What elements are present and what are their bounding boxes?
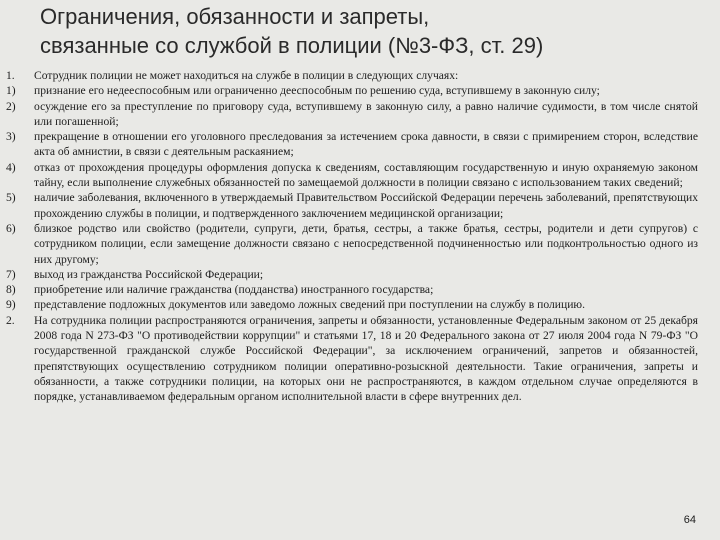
slide-title-line-1: Ограничения, обязанности и запреты, [40, 4, 430, 29]
list-item [6, 297, 698, 312]
item-number: 1. [6, 69, 15, 82]
list-item [6, 190, 698, 221]
list-item [6, 313, 698, 405]
item-text: осуждение его за преступление по приговору суда, вступившему в законную силу, а равно наличие судимости, в том числе снятой или погашенной; [34, 99, 698, 128]
item-number: 6) [6, 221, 16, 235]
list-item [6, 160, 698, 191]
slide-title [40, 2, 700, 60]
item-text: признание его недееспособным или ограниченно дееспособным по решению суда, вступившему в законную силу; [34, 84, 600, 98]
list-item [6, 282, 698, 297]
item-text: близкое родство или свойство (родители, супруги, дети, братья, сестры, а также братья, сестры, родители и дети супругов) с сотрудником полиции, если замещение должности связано с непосредственной подчиненностью или подконтрольностью одного из них другому; [34, 221, 698, 266]
list-item [6, 129, 698, 160]
item-number: 1) [6, 84, 16, 98]
content-list [6, 68, 698, 405]
item-number: 7) [6, 267, 16, 281]
item-text: наличие заболевания, включенного в утверждаемый Правительством Российской Федерации перечень заболеваний, препятствующих прохождению службы в полиции, и подтвержденного заключением медицинской организации; [34, 191, 698, 220]
list-item [6, 99, 698, 130]
item-number: 2. [6, 313, 15, 327]
item-text: выход из гражданства Российской Федерации; [34, 267, 264, 281]
item-number: 4) [6, 160, 16, 174]
list-item [6, 267, 698, 282]
list-item [6, 68, 698, 83]
item-number: 2) [6, 99, 16, 113]
item-text: На сотрудника полиции распространяются ограничения, запреты и обязанности, установленные Федеральным законом от 25 декабря 2008 года N 273-ФЗ "О противодействии коррупции" и статьями 17, 18 и 20 Федерального закона от 27 июля 2004 года N 79-ФЗ "О государственной гражданской службе Российской Федерации", за исключением ограничений, запретов и обязанностей, препятствующих осуществлению сотрудником полиции оперативно-розыскной деятельности. Такие ограничения, запреты и обязанности, а также сотрудники полиции, на которых они не распространяются, в каждом отдельном случае определяются в порядке, устанавливаемом федеральным органом исполнительной власти в сфере внутренних дел. [34, 313, 698, 404]
item-number: 8) [6, 283, 16, 297]
item-text: приобретение или наличие гражданства (подданства) иностранного государства; [34, 283, 434, 297]
list-item [6, 83, 698, 98]
item-text: отказ от прохождения процедуры оформления допуска к сведениям, составляющим государственную и иную охраняемую законом тайну, если выполнение служебных обязанностей по замещаемой должности в полиции связано с использованием таких сведений; [34, 160, 698, 190]
item-text: прекращение в отношении его уголовного преследования за истечением срока давности, в связи с примирением сторон, вследствие акта об амнистии, в связи с деятельным раскаянием; [34, 130, 698, 159]
item-number: 3) [6, 130, 16, 144]
slide-title-line-2: связанные со службой в полиции (№3-ФЗ, ст. 29) [40, 33, 544, 58]
page-number: 64 [683, 514, 696, 526]
item-number: 9) [6, 298, 16, 312]
item-number: 5) [6, 191, 16, 205]
item-text: Сотрудник полиции не может находиться на службе в полиции в следующих случаях: [34, 69, 459, 82]
item-text: представление подложных документов или заведомо ложных сведений при поступлении на службу в полицию. [34, 298, 585, 312]
list-item [6, 221, 698, 267]
